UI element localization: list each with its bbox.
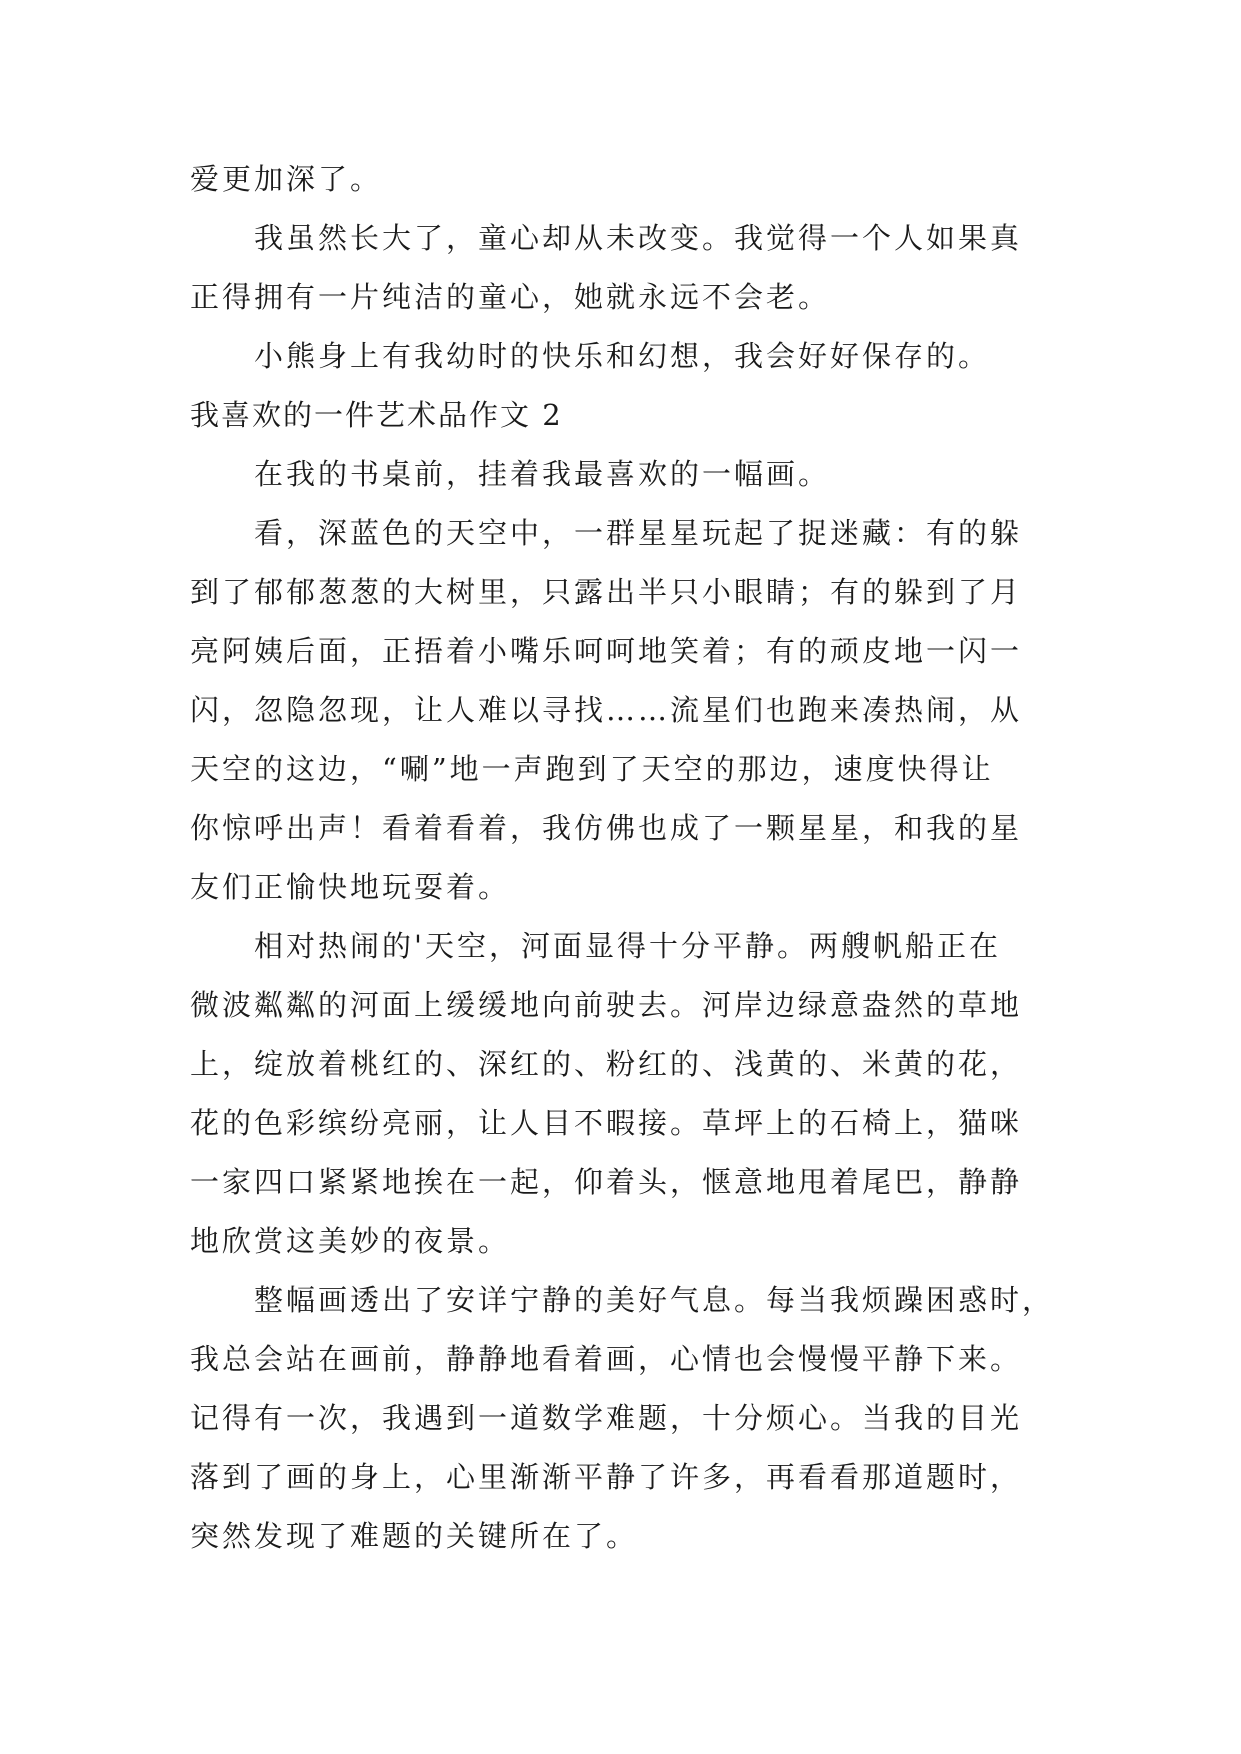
paragraph-line: 突然发现了难题的关键所在了。 [190,1519,639,1553]
document-page [190,150,1055,1566]
paragraph-line: 闪，忽隐忽现，让人难以寻找……流星们也跑来凑热闹，从 [190,693,1023,727]
paragraph-line: 记得有一次，我遇到一道数学难题，十分烦心。当我的目光 [190,1401,1023,1435]
paragraph-line: 上，绽放着桃红的、深红的、粉红的、浅黄的、米黄的花， [190,1047,1023,1081]
paragraph-line: 相对热闹的'天空，河面显得十分平静。两艘帆船正在 [254,929,1001,963]
paragraph-line: 小熊身上有我幼时的快乐和幻想，我会好好保存的。 [254,339,991,373]
paragraph-line: 到了郁郁葱葱的大树里，只露出半只小眼睛；有的躲到了月 [190,575,1023,609]
paragraph-line: 地欣赏这美妙的夜景。 [190,1224,511,1258]
paragraph-line: 我虽然长大了，童心却从未改变。我觉得一个人如果真 [254,221,1023,255]
paragraph-line: 花的色彩缤纷亮丽，让人目不暇接。草坪上的石椅上，猫咪 [190,1106,1023,1140]
paragraph-line: 一家四口紧紧地挨在一起，仰着头，惬意地甩着尾巴，静静 [190,1165,1023,1199]
paragraph-line: 天空的这边，“唰”地一声跑到了天空的那边，速度快得让 [190,752,994,786]
paragraph-line: 我总会站在画前，静静地看着画，心情也会慢慢平静下来。 [190,1342,1023,1376]
paragraph-line: 微波粼粼的河面上缓缓地向前驶去。河岸边绿意盎然的草地 [190,988,1023,1022]
paragraph-line: 友们正愉快地玩耍着。 [190,870,511,904]
paragraph-line: 看，深蓝色的天空中，一群星星玩起了捉迷藏：有的躲 [254,516,1023,550]
section-heading: 我喜欢的一件艺术品作文 2 [190,398,563,432]
paragraph-line: 正得拥有一片纯洁的童心，她就永远不会老。 [190,280,831,314]
paragraph-line: 整幅画透出了安详宁静的美好气息。每当我烦躁困惑时， [254,1283,1055,1317]
paragraph-line: 在我的书桌前，挂着我最喜欢的一幅画。 [254,457,831,491]
paragraph-line: 你惊呼出声！看着看着，我仿佛也成了一颗星星，和我的星 [190,811,1023,845]
paragraph-line: 爱更加深了。 [190,162,383,196]
paragraph-line: 落到了画的身上，心里渐渐平静了许多，再看看那道题时， [190,1460,1023,1494]
paragraph-line: 亮阿姨后面，正捂着小嘴乐呵呵地笑着；有的顽皮地一闪一 [190,634,1023,668]
